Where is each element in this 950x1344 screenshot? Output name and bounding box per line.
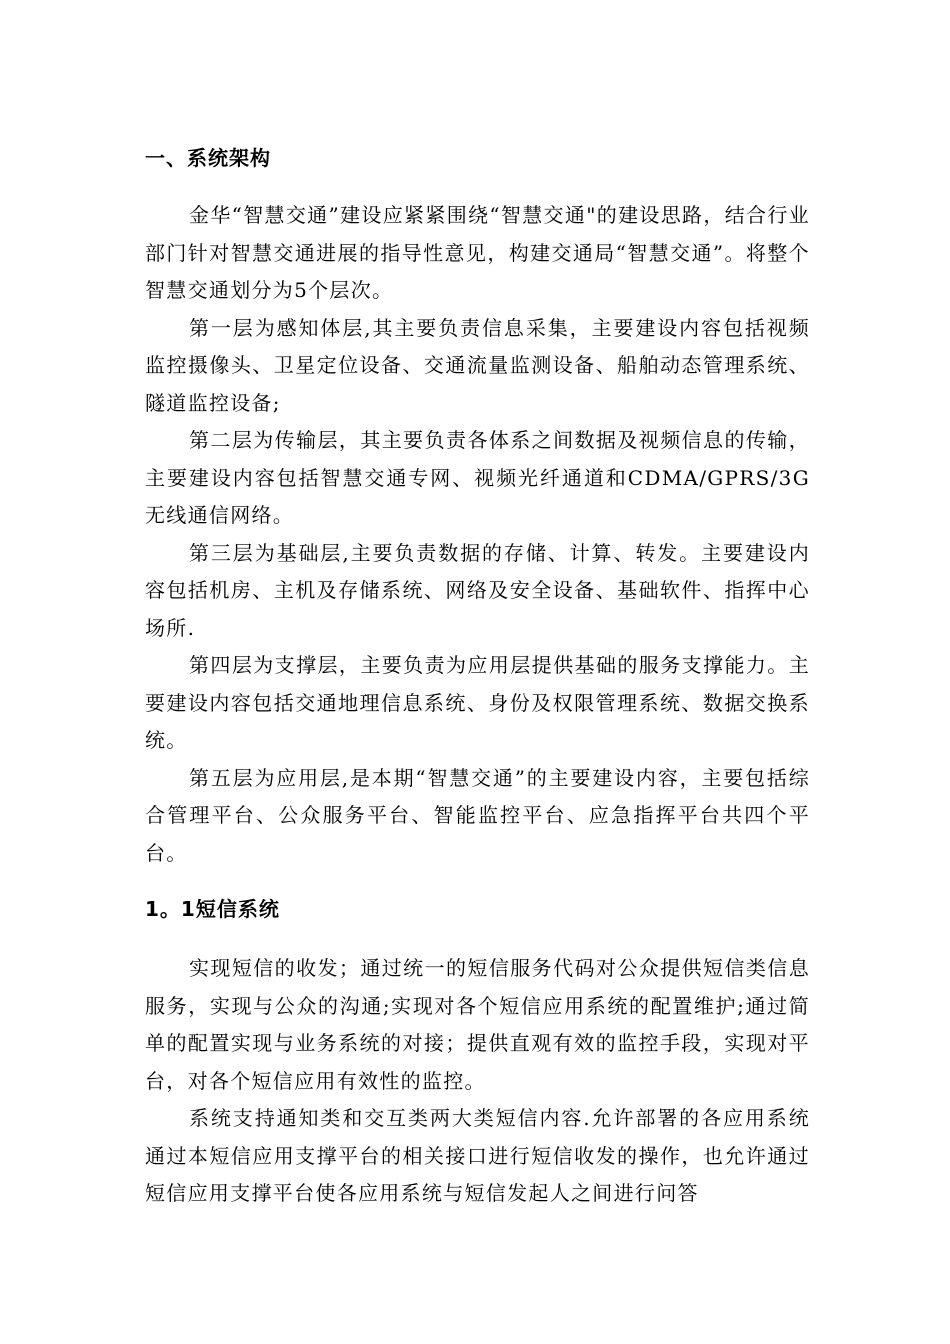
paragraph-sms-types: 系统支持通知类和交互类两大类短信内容.允许部署的各应用系统通过本短信应用支撑平台的相关接口进行短信收发的操作，也允许通过短信应用支撑平台使各应用系统与短信发起人之间进行问答 xyxy=(145,1106,810,1205)
paragraph-layer-5: 第五层为应用层,是本期“智慧交通”的主要建设内容，主要包括综合管理平台、公众服务平台、智能监控平台、应急指挥平台共四个平台。 xyxy=(145,765,810,865)
section-heading-system-architecture: 一、系统架构 xyxy=(145,146,271,170)
paragraph-intro: 金华“智慧交通”建设应紧紧围绕“智慧交通"的建设思路，结合行业部门针对智慧交通进展的指导性意见，构建交通局“智慧交通”。将整个智慧交通划分为5个层次。 xyxy=(145,203,810,302)
paragraph-layer-2: 第二层为传输层，其主要负责各体系之间数据及视频信息的传输，主要建设内容包括智慧交通专网、视频光纤通道和CDMA/GPRS/3G无线通信网络。 xyxy=(145,428,810,527)
paragraph-layer-3: 第三层为基础层,主要负责数据的存储、计算、转发。主要建设内容包括机房、主机及存储系统、网络及安全设备、基础软件、指挥中心场所. xyxy=(145,540,810,640)
paragraph-layer-1: 第一层为感知体层,其主要负责信息采集，主要建设内容包括视频监控摄像头、卫星定位设备、交通流量监测设备、船舶动态管理系统、隧道监控设备; xyxy=(145,315,810,415)
paragraph-sms-overview: 实现短信的收发；通过统一的短信服务代码对公众提供短信类信息服务，实现与公众的沟通;实现对各个短信应用系统的配置维护;通过简单的配置实现与业务系统的对接；提供直观有效的监控手段，实现对平台，对各个短信应用有效性的监控。 xyxy=(145,956,810,1093)
paragraph-layer-4: 第四层为支撑层，主要负责为应用层提供基础的服务支撑能力。主要建设内容包括交通地理信息系统、身份及权限管理系统、数据交换系统。 xyxy=(145,653,810,752)
document-body xyxy=(145,140,810,1213)
section-heading-sms-system: 1。1短信系统 xyxy=(145,897,280,921)
